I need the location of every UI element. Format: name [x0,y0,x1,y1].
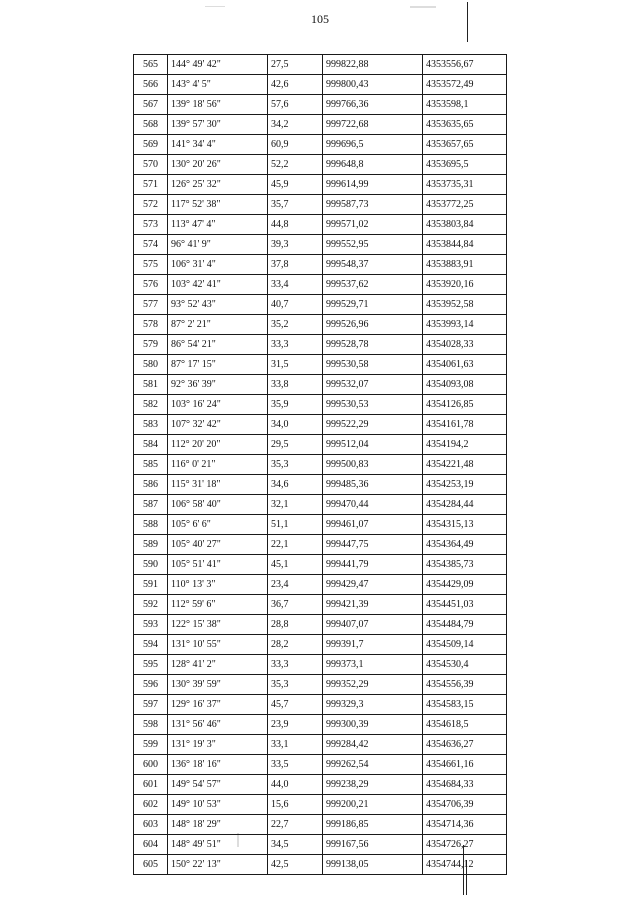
coordinate-y-cell: 4354583,15 [423,695,507,715]
point-number-cell: 594 [134,635,168,655]
direction-angle-cell: 110° 13' 3" [168,575,268,595]
coordinate-x-cell: 999532,07 [323,375,423,395]
direction-angle-cell: 148° 49' 51" [168,835,268,855]
direction-angle-cell: 93° 52' 43" [168,295,268,315]
point-number-cell: 579 [134,335,168,355]
coordinate-x-cell: 999200,21 [323,795,423,815]
point-number-cell: 605 [134,855,168,875]
distance-cell: 33,5 [268,755,323,775]
table-row [134,135,507,155]
point-number-cell: 576 [134,275,168,295]
distance-cell: 22,7 [268,815,323,835]
coordinate-x-cell: 999571,02 [323,215,423,235]
distance-cell: 34,0 [268,415,323,435]
coordinate-x-cell: 999822,88 [323,55,423,75]
point-number-cell: 567 [134,95,168,115]
point-number-cell: 570 [134,155,168,175]
table-row [134,375,507,395]
direction-angle-cell: 141° 34' 4" [168,135,268,155]
coordinate-y-cell: 4354726,27 [423,835,507,855]
distance-cell: 60,9 [268,135,323,155]
table-row [134,495,507,515]
point-number-cell: 568 [134,115,168,135]
direction-angle-cell: 122° 15' 38" [168,615,268,635]
coordinate-y-cell: 4354194,2 [423,435,507,455]
point-number-cell: 596 [134,675,168,695]
point-number-cell: 588 [134,515,168,535]
distance-cell: 33,1 [268,735,323,755]
coordinate-y-cell: 4353844,84 [423,235,507,255]
coordinate-y-cell: 4354061,63 [423,355,507,375]
coordinate-y-cell: 4354028,33 [423,335,507,355]
table-row [134,615,507,635]
scan-smudge-top [410,6,436,8]
coordinate-y-cell: 4354556,39 [423,675,507,695]
distance-cell: 31,5 [268,355,323,375]
coordinate-x-cell: 999429,47 [323,575,423,595]
direction-angle-cell: 112° 20' 20" [168,435,268,455]
coordinate-x-cell: 999373,1 [323,655,423,675]
coordinate-y-cell: 4353556,67 [423,55,507,75]
table-row [134,195,507,215]
coordinate-y-cell: 4354221,48 [423,455,507,475]
coordinate-y-cell: 4354618,5 [423,715,507,735]
distance-cell: 45,9 [268,175,323,195]
distance-cell: 35,2 [268,315,323,335]
coordinate-y-cell: 4353920,16 [423,275,507,295]
table-row [134,655,507,675]
direction-angle-cell: 143° 4' 5" [168,75,268,95]
coordinate-x-cell: 999722,68 [323,115,423,135]
distance-cell: 33,3 [268,655,323,675]
direction-angle-cell: 87° 17' 15" [168,355,268,375]
direction-angle-cell: 116° 0' 21" [168,455,268,475]
point-number-cell: 571 [134,175,168,195]
table-row [134,155,507,175]
point-number-cell: 601 [134,775,168,795]
coordinate-x-cell: 999512,04 [323,435,423,455]
direction-angle-cell: 129° 16' 37" [168,695,268,715]
coordinate-x-cell: 999262,54 [323,755,423,775]
direction-angle-cell: 107° 32' 42" [168,415,268,435]
direction-angle-cell: 117° 52' 38" [168,195,268,215]
distance-cell: 23,4 [268,575,323,595]
distance-cell: 22,1 [268,535,323,555]
table-row [134,815,507,835]
point-number-cell: 569 [134,135,168,155]
table-row [134,715,507,735]
scan-smudge-top-left [205,6,225,7]
distance-cell: 42,6 [268,75,323,95]
distance-cell: 52,2 [268,155,323,175]
coordinate-y-cell: 4353598,1 [423,95,507,115]
table-row [134,395,507,415]
coordinate-y-cell: 4354484,79 [423,615,507,635]
direction-angle-cell: 106° 58' 40" [168,495,268,515]
distance-cell: 51,1 [268,515,323,535]
direction-angle-cell: 105° 40' 27" [168,535,268,555]
distance-cell: 35,3 [268,675,323,695]
point-number-cell: 565 [134,55,168,75]
coordinate-x-cell: 999766,36 [323,95,423,115]
distance-cell: 35,7 [268,195,323,215]
coordinate-x-cell: 999352,29 [323,675,423,695]
direction-angle-cell: 130° 20' 26" [168,155,268,175]
distance-cell: 57,6 [268,95,323,115]
coordinate-y-cell: 4353695,5 [423,155,507,175]
coordinate-x-cell: 999500,83 [323,455,423,475]
coordinate-y-cell: 4354451,03 [423,595,507,615]
distance-cell: 44,8 [268,215,323,235]
distance-cell: 32,1 [268,495,323,515]
direction-angle-cell: 87° 2' 21" [168,315,268,335]
coordinate-y-cell: 4353657,65 [423,135,507,155]
direction-angle-cell: 105° 51' 41" [168,555,268,575]
distance-cell: 28,8 [268,615,323,635]
point-number-cell: 581 [134,375,168,395]
distance-cell: 39,3 [268,235,323,255]
coordinate-x-cell: 999421,39 [323,595,423,615]
coordinate-x-cell: 999300,39 [323,715,423,735]
table-row [134,775,507,795]
direction-angle-cell: 131° 56' 46" [168,715,268,735]
coordinate-y-cell: 4353993,14 [423,315,507,335]
coordinate-y-cell: 4353952,58 [423,295,507,315]
distance-cell: 40,7 [268,295,323,315]
coordinate-x-cell: 999167,56 [323,835,423,855]
distance-cell: 45,7 [268,695,323,715]
coordinate-y-cell: 4354509,14 [423,635,507,655]
point-number-cell: 600 [134,755,168,775]
point-number-cell: 603 [134,815,168,835]
point-number-cell: 599 [134,735,168,755]
distance-cell: 35,9 [268,395,323,415]
direction-angle-cell: 128° 41' 2" [168,655,268,675]
point-number-cell: 586 [134,475,168,495]
direction-angle-cell: 139° 57' 30" [168,115,268,135]
table-row [134,255,507,275]
coordinate-x-cell: 999284,42 [323,735,423,755]
direction-angle-cell: 130° 39' 59" [168,675,268,695]
coordinate-y-cell: 4354093,08 [423,375,507,395]
coordinate-x-cell: 999528,78 [323,335,423,355]
table-row [134,475,507,495]
direction-angle-cell: 103° 16' 24" [168,395,268,415]
direction-angle-cell: 149° 54' 57" [168,775,268,795]
distance-cell: 15,6 [268,795,323,815]
coordinate-y-cell: 4354364,49 [423,535,507,555]
coordinate-y-cell: 4354684,33 [423,775,507,795]
point-number-cell: 580 [134,355,168,375]
coordinate-x-cell: 999800,43 [323,75,423,95]
table-row [134,795,507,815]
coordinate-x-cell: 999587,73 [323,195,423,215]
table-row [134,115,507,135]
table-row [134,275,507,295]
point-number-cell: 598 [134,715,168,735]
point-number-cell: 595 [134,655,168,675]
coordinate-x-cell: 999391,7 [323,635,423,655]
table-row [134,575,507,595]
distance-cell: 23,9 [268,715,323,735]
coordinate-x-cell: 999696,5 [323,135,423,155]
coordinate-y-cell: 4354429,09 [423,575,507,595]
point-number-cell: 587 [134,495,168,515]
coordinates-table-body [134,55,507,875]
coordinate-x-cell: 999529,71 [323,295,423,315]
coordinate-y-cell: 4353772,25 [423,195,507,215]
table-row [134,555,507,575]
direction-angle-cell: 148° 18' 29" [168,815,268,835]
distance-cell: 37,8 [268,255,323,275]
coordinate-y-cell: 4353735,31 [423,175,507,195]
direction-angle-cell: 131° 19' 3" [168,735,268,755]
table-row [134,855,507,875]
table-row [134,55,507,75]
table-row [134,415,507,435]
direction-angle-cell: 115° 31' 18" [168,475,268,495]
table-row [134,295,507,315]
coordinate-y-cell: 4354530,4 [423,655,507,675]
coordinate-x-cell: 999648,8 [323,155,423,175]
point-number-cell: 591 [134,575,168,595]
distance-cell: 34,5 [268,835,323,855]
table-row [134,315,507,335]
table-row [134,335,507,355]
direction-angle-cell: 112° 59' 6" [168,595,268,615]
point-number-cell: 604 [134,835,168,855]
direction-angle-cell: 149° 10' 53" [168,795,268,815]
coordinate-y-cell: 4353572,49 [423,75,507,95]
distance-cell: 34,2 [268,115,323,135]
distance-cell: 44,0 [268,775,323,795]
distance-cell: 29,5 [268,435,323,455]
coordinate-x-cell: 999526,96 [323,315,423,335]
coordinate-x-cell: 999530,53 [323,395,423,415]
coordinate-y-cell: 4354284,44 [423,495,507,515]
coordinate-x-cell: 999614,99 [323,175,423,195]
table-row [134,235,507,255]
point-number-cell: 597 [134,695,168,715]
direction-angle-cell: 92° 36' 39" [168,375,268,395]
coordinate-y-cell: 4354253,19 [423,475,507,495]
table-row [134,675,507,695]
page-number: 105 [311,12,329,26]
point-number-cell: 602 [134,795,168,815]
coordinate-y-cell: 4353883,91 [423,255,507,275]
coordinate-x-cell: 999447,75 [323,535,423,555]
coordinate-x-cell: 999552,95 [323,235,423,255]
direction-angle-cell: 136° 18' 16" [168,755,268,775]
direction-angle-cell: 113° 47' 4" [168,215,268,235]
point-number-cell: 590 [134,555,168,575]
coordinate-y-cell: 4354661,16 [423,755,507,775]
coordinates-table [133,54,507,875]
table-row [134,435,507,455]
coordinate-x-cell: 999530,58 [323,355,423,375]
coordinate-x-cell: 999522,29 [323,415,423,435]
point-number-cell: 577 [134,295,168,315]
coordinate-x-cell: 999329,3 [323,695,423,715]
coordinate-x-cell: 999441,79 [323,555,423,575]
coordinate-x-cell: 999407,07 [323,615,423,635]
coordinate-y-cell: 4354385,73 [423,555,507,575]
scan-edge-line-top [467,2,468,42]
table-row [134,215,507,235]
coordinate-x-cell: 999470,44 [323,495,423,515]
table-row [134,635,507,655]
point-number-cell: 572 [134,195,168,215]
table-row [134,755,507,775]
direction-angle-cell: 144° 49' 42" [168,55,268,75]
coordinate-y-cell: 4353803,84 [423,215,507,235]
point-number-cell: 589 [134,535,168,555]
point-number-cell: 575 [134,255,168,275]
point-number-cell: 582 [134,395,168,415]
point-number-cell: 593 [134,615,168,635]
direction-angle-cell: 150° 22' 13" [168,855,268,875]
table-row [134,175,507,195]
table-row [134,595,507,615]
coordinate-y-cell: 4354126,85 [423,395,507,415]
direction-angle-cell: 103° 42' 41" [168,275,268,295]
distance-cell: 33,8 [268,375,323,395]
coordinate-y-cell: 4354636,27 [423,735,507,755]
coordinate-y-cell: 4354714,36 [423,815,507,835]
coordinate-x-cell: 999238,29 [323,775,423,795]
distance-cell: 28,2 [268,635,323,655]
coordinate-x-cell: 999537,62 [323,275,423,295]
direction-angle-cell: 131° 10' 55" [168,635,268,655]
point-number-cell: 578 [134,315,168,335]
table-row [134,735,507,755]
table-row [134,455,507,475]
coordinate-x-cell: 999186,85 [323,815,423,835]
point-number-cell: 585 [134,455,168,475]
coordinate-y-cell: 4354744,12 [423,855,507,875]
distance-cell: 42,5 [268,855,323,875]
coordinate-x-cell: 999485,36 [323,475,423,495]
coordinate-y-cell: 4354315,13 [423,515,507,535]
table-row [134,355,507,375]
point-number-cell: 574 [134,235,168,255]
distance-cell: 35,3 [268,455,323,475]
table-row [134,95,507,115]
point-number-cell: 584 [134,435,168,455]
direction-angle-cell: 126° 25' 32" [168,175,268,195]
coordinate-x-cell: 999138,05 [323,855,423,875]
distance-cell: 36,7 [268,595,323,615]
point-number-cell: 566 [134,75,168,95]
table-row [134,75,507,95]
point-number-cell: 573 [134,215,168,235]
coordinate-x-cell: 999461,07 [323,515,423,535]
distance-cell: 27,5 [268,55,323,75]
coordinate-x-cell: 999548,37 [323,255,423,275]
table-row [134,835,507,855]
distance-cell: 34,6 [268,475,323,495]
distance-cell: 33,4 [268,275,323,295]
coordinate-y-cell: 4354706,39 [423,795,507,815]
direction-angle-cell: 86° 54' 21" [168,335,268,355]
point-number-cell: 592 [134,595,168,615]
coordinate-y-cell: 4353635,65 [423,115,507,135]
direction-angle-cell: 106° 31' 4" [168,255,268,275]
table-row [134,535,507,555]
coordinate-y-cell: 4354161,78 [423,415,507,435]
direction-angle-cell: 105° 6' 6" [168,515,268,535]
direction-angle-cell: 96° 41' 9" [168,235,268,255]
distance-cell: 45,1 [268,555,323,575]
table-row [134,515,507,535]
table-row [134,695,507,715]
distance-cell: 33,3 [268,335,323,355]
direction-angle-cell: 139° 18' 56" [168,95,268,115]
point-number-cell: 583 [134,415,168,435]
